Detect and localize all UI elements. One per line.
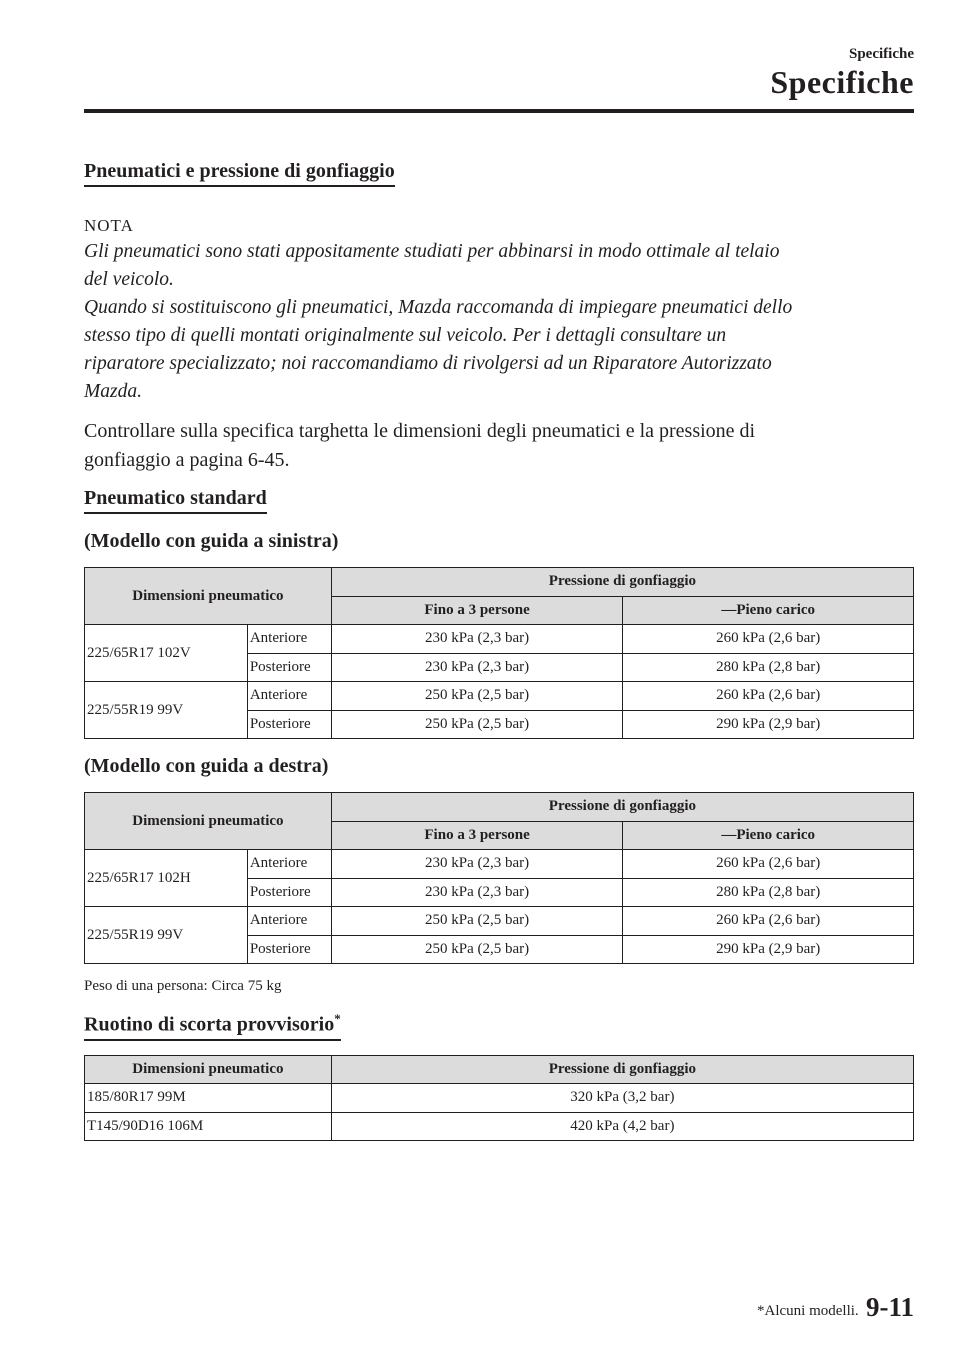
col-header-pressure: Pressione di gonfiaggio <box>331 793 913 822</box>
table-rhd <box>84 792 914 964</box>
pressure-value: 290 kPa (2,9 bar) <box>623 935 914 964</box>
weight-note: Peso di una persona: Circa 75 kg <box>84 978 282 994</box>
table-lhd <box>84 567 914 739</box>
pressure-value: 250 kPa (2,5 bar) <box>331 682 623 711</box>
nota-block <box>84 213 914 406</box>
nota-line: Gli pneumatici sono stati appositamente studiati per abbinarsi in modo ottimale al telaio <box>84 241 780 262</box>
col-header-size: Dimensioni pneumatico <box>85 793 332 850</box>
pressure-value: 420 kPa (4,2 bar) <box>331 1112 913 1141</box>
col-header-pressure: Pressione di gonfiaggio <box>331 568 913 597</box>
page-content <box>84 160 914 1141</box>
spare-title-text: Ruotino di scorta provvisorio <box>84 1013 335 1036</box>
pressure-value: 230 kPa (2,3 bar) <box>331 653 623 682</box>
header-section-title: Specifiche <box>770 64 914 100</box>
subtitle-rhd: (Modello con guida a destra) <box>84 755 329 777</box>
col-header-pressure: Pressione di gonfiaggio <box>331 1055 913 1084</box>
pressure-value: 260 kPa (2,6 bar) <box>623 682 914 711</box>
col-header-size: Dimensioni pneumatico <box>85 568 332 625</box>
page-number: 9-11 <box>865 1292 914 1322</box>
tyre-size: 225/55R19 99V <box>85 907 248 964</box>
col-header-up-to-3: Fino a 3 persone <box>331 596 623 625</box>
table-row <box>85 1112 914 1141</box>
nota-line: del veicolo. <box>84 269 174 290</box>
table-row <box>85 625 914 654</box>
tyre-size: T145/90D16 106M <box>85 1112 332 1141</box>
axle-label: Posteriore <box>247 710 331 739</box>
pressure-value: 250 kPa (2,5 bar) <box>331 710 623 739</box>
tyre-size: 225/55R19 99V <box>85 682 248 739</box>
availability-asterisk: * <box>334 1011 341 1026</box>
pressure-value: 260 kPa (2,6 bar) <box>623 850 914 879</box>
section-title-spare <box>84 1011 341 1041</box>
section-title-tyres: Pneumatici e pressione di gonfiaggio <box>84 160 395 187</box>
pressure-value: 250 kPa (2,5 bar) <box>331 935 623 964</box>
axle-label: Posteriore <box>247 653 331 682</box>
nota-line: Mazda. <box>84 381 142 402</box>
pressure-value: 250 kPa (2,5 bar) <box>331 907 623 936</box>
table-spare <box>84 1055 914 1142</box>
tyre-size: 185/80R17 99M <box>85 1084 332 1113</box>
axle-label: Anteriore <box>247 907 331 936</box>
col-header-up-to-3: Fino a 3 persone <box>331 821 623 850</box>
pressure-value: 280 kPa (2,8 bar) <box>623 878 914 907</box>
col-header-full-load: —Pieno carico <box>623 821 914 850</box>
nota-line: stesso tipo di quelli montati originalmente sul veicolo. Per i dettagli consultare un <box>84 325 727 346</box>
nota-line: Quando si sostituiscono gli pneumatici, Mazda raccomanda di impiegare pneumatici dello <box>84 297 793 318</box>
table-row <box>85 682 914 711</box>
pressure-value: 260 kPa (2,6 bar) <box>623 907 914 936</box>
axle-label: Posteriore <box>247 935 331 964</box>
table-row <box>85 907 914 936</box>
tyre-size: 225/65R17 102V <box>85 625 248 682</box>
pressure-value: 230 kPa (2,3 bar) <box>331 625 623 654</box>
tyre-size: 225/65R17 102H <box>85 850 248 907</box>
axle-label: Posteriore <box>247 878 331 907</box>
footnote-some-models: *Alcuni modelli. <box>757 1303 859 1319</box>
header-section-small: Specifiche <box>849 46 914 62</box>
pressure-value: 290 kPa (2,9 bar) <box>623 710 914 739</box>
table-row <box>85 850 914 879</box>
intro-line: gonfiaggio a pagina 6-45. <box>84 449 290 471</box>
pressure-value: 320 kPa (3,2 bar) <box>331 1084 913 1113</box>
table-row <box>85 1084 914 1113</box>
intro-line: Controllare sulla specifica targhetta le dimensioni degli pneumatici e la pressione di <box>84 420 756 442</box>
header-rule <box>84 109 914 113</box>
col-header-full-load: —Pieno carico <box>623 596 914 625</box>
nota-line: riparatore specializzato; noi raccomandiamo di rivolgersi ad un Riparatore Autorizzato <box>84 353 772 374</box>
pressure-value: 260 kPa (2,6 bar) <box>623 625 914 654</box>
col-header-size: Dimensioni pneumatico <box>85 1055 332 1084</box>
axle-label: Anteriore <box>247 850 331 879</box>
pressure-value: 280 kPa (2,8 bar) <box>623 653 914 682</box>
pressure-value: 230 kPa (2,3 bar) <box>331 850 623 879</box>
axle-label: Anteriore <box>247 682 331 711</box>
nota-label: NOTA <box>84 216 134 235</box>
subtitle-lhd: (Modello con guida a sinistra) <box>84 530 339 552</box>
pressure-value: 230 kPa (2,3 bar) <box>331 878 623 907</box>
intro-paragraph <box>84 417 914 475</box>
section-title-standard: Pneumatico standard <box>84 487 267 514</box>
axle-label: Anteriore <box>247 625 331 654</box>
